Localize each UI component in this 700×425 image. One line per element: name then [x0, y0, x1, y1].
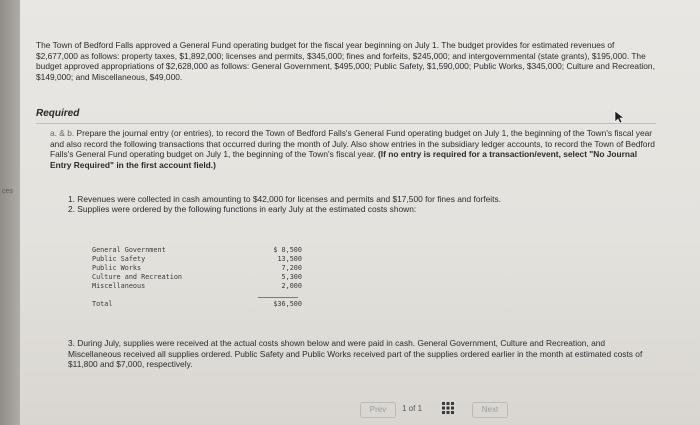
required-heading: Required [36, 108, 80, 119]
pager [360, 396, 660, 420]
transactions-list [68, 194, 658, 214]
row-amount: 7,200 [281, 264, 302, 272]
transaction-1: 1. Revenues were collected in cash amounting to $42,000 for licenses and permits and $17,500 for fines and forfeits. [68, 194, 501, 204]
table-row [92, 282, 302, 291]
row-label: Public Works [92, 264, 142, 272]
row-label: Miscellaneous [92, 282, 146, 290]
page-indicator: 1 of 1 [402, 404, 423, 413]
divider [36, 123, 656, 124]
row-amount: $ 8,500 [273, 246, 302, 254]
row-amount: 5,300 [281, 273, 302, 281]
row-label: Culture and Recreation [92, 273, 183, 281]
row-label: Public Safety [92, 255, 146, 263]
grid-icon[interactable] [442, 402, 454, 414]
required-instructions [50, 128, 660, 170]
problem-statement [36, 40, 656, 82]
problem-text: The Town of Bedford Falls approved a General Fund operating budget for the fiscal year beginning on July 1. The budget provides for estimated revenues of $2,677,000 as follows: property taxes, $1,892,000; licenses and permits, $345,000; fines and forfeits, $245,000; and intergovernmental (state grants), $195,000. The budget approved appropriations of $2,628,000 as follows: General Government, $495,000; Public Safety, $1,590,000; Public Works, $345,000; Culture and Recreation, $149,000; and Miscellaneous, $49,000. [36, 40, 655, 82]
transaction-2: 2. Supplies were ordered by the following functions in early July at the estimated costs shown: [68, 204, 417, 215]
table-row [92, 246, 302, 255]
table-row-total [92, 300, 302, 309]
instruction-text: Prepare the journal entry (or entries), to record the Town of Bedford Falls's General Fund operating budget on July 1, the beginning of the Town's fiscal year and also record the following transactions that occurred during the month of July. Also show entries in the subsidiary ledger accounts, to record the Town of Bedford Falls's General Fund operating budget on July 1, the beginning of the Town's fiscal year. [50, 128, 655, 160]
table-row [92, 273, 302, 282]
next-button[interactable]: Next [472, 402, 508, 418]
total-divider [258, 297, 298, 298]
part-label: a. & b. [50, 128, 75, 138]
table-row [92, 264, 302, 273]
row-label: General Government [92, 246, 166, 254]
prev-button[interactable]: Prev [360, 402, 396, 418]
mouse-cursor-icon [614, 110, 626, 124]
transaction-3: 3. During July, supplies were received at the actual costs shown below and were paid in cash. General Government, Culture and Recreation, and Miscellaneous received all supplies ordered. Public Safety and Public Works received part of the supplies ordered earlier in the month at estimated costs of $11,800 and $7,000, respectively. [68, 338, 643, 370]
row-label: Total [92, 300, 113, 308]
sidebar-strip [0, 0, 22, 425]
row-amount: 13,500 [277, 255, 302, 263]
row-amount: $36,500 [273, 300, 302, 308]
row-amount: 2,000 [281, 282, 302, 290]
estimated-cost-table [86, 240, 308, 312]
sidebar-label: ces [2, 188, 13, 195]
table-row [92, 255, 302, 264]
instruction-note: (If no entry is required for a transaction/event, select "No Journal Entry Required" in the first account field.) [50, 149, 638, 170]
